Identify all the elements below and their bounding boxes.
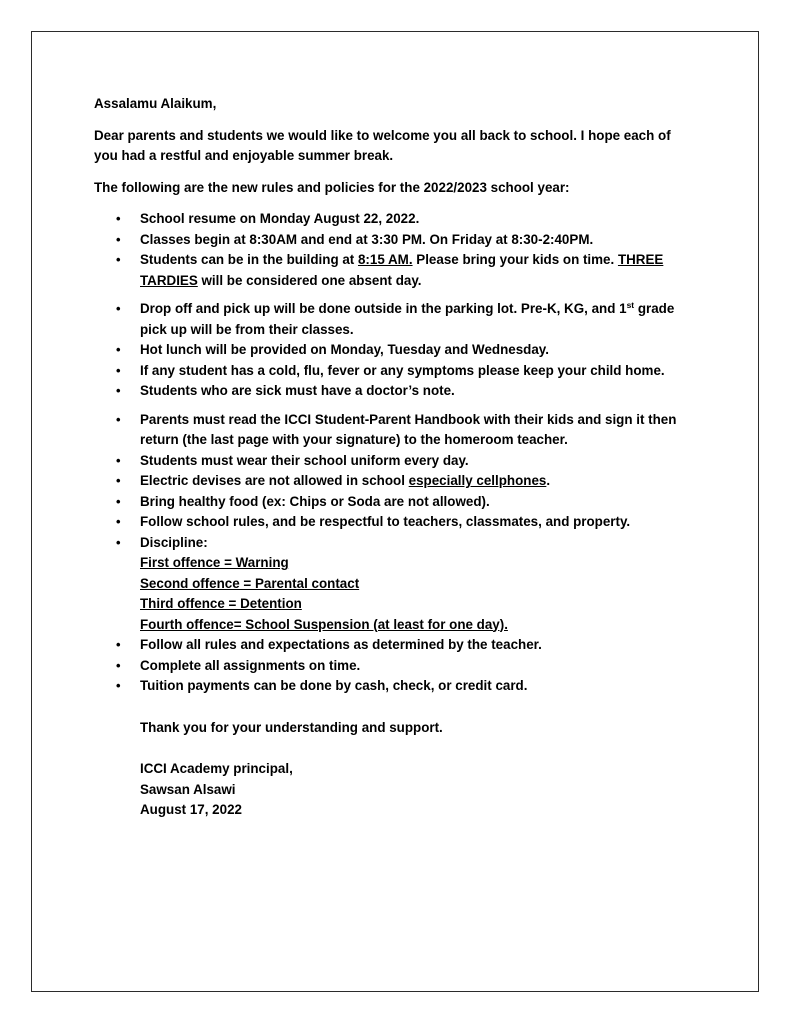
rule-text: Students can be in the building at	[140, 252, 358, 267]
thanks-line: Thank you for your understanding and support.	[140, 719, 443, 735]
discipline-first: First offence = Warning	[140, 555, 289, 570]
bullet-icon: •	[116, 473, 121, 488]
signature-name: Sawsan Alsawi	[140, 781, 236, 797]
rule-item	[94, 656, 694, 677]
rule-text: Electric devises are not allowed in school	[140, 473, 409, 488]
bullet-icon: •	[116, 411, 121, 427]
rule-text: Bring healthy food (ex: Chips or Soda are not allowed).	[140, 493, 490, 509]
bullet-icon: •	[116, 231, 121, 247]
tardies-emphasis: THREE TARDIES	[140, 252, 664, 288]
rule-text: Follow all rules and expectations as determined by the teacher.	[140, 637, 542, 652]
rule-text: Follow school rules, and be respectful to teachers, classmates, and property.	[140, 514, 631, 529]
bullet-icon: •	[116, 301, 121, 316]
cellphones-emphasis: especially cellphones	[408, 473, 547, 488]
rule-item	[94, 381, 694, 402]
rule-text: grade pick up will be from their classes.	[140, 301, 675, 337]
rule-item	[94, 635, 694, 656]
discipline-label: Discipline:	[140, 534, 208, 550]
bullet-icon: •	[116, 534, 121, 550]
bullet-icon: •	[116, 342, 121, 357]
discipline-second: Second offence = Parental contact	[140, 575, 360, 591]
rules-list	[94, 209, 694, 697]
rule-text: Students who are sick must have a doctor’s note.	[140, 383, 455, 398]
document-page	[31, 31, 759, 992]
bullet-icon: •	[116, 252, 121, 267]
greeting: Assalamu Alaikum,	[94, 96, 217, 111]
bullet-icon: •	[116, 514, 121, 529]
bullet-icon: •	[116, 383, 121, 398]
rule-item	[94, 299, 694, 340]
rule-text: Complete all assignments on time.	[140, 657, 361, 673]
rule-text: Students must wear their school uniform every day.	[140, 452, 469, 468]
rule-item	[94, 533, 694, 636]
rule-text: will be considered one absent day.	[197, 272, 422, 288]
bullet-icon: •	[116, 362, 121, 378]
bullet-icon: •	[116, 452, 121, 468]
rule-text: Hot lunch will be provided on Monday, Tuesday and Wednesday.	[140, 342, 549, 357]
rule-text: School resume on Monday August 22, 2022.	[140, 211, 420, 226]
rule-item	[94, 451, 694, 472]
rule-text: Parents must read the ICCI Student-Parent Handbook with their kids and sign it then return (the last page with your signature) to the homeroom teacher.	[140, 411, 677, 447]
arrival-time: 8:15 AM.	[357, 252, 413, 267]
rule-text: If any student has a cold, flu, fever or any symptoms please keep your child home.	[140, 362, 665, 378]
bullet-icon: •	[116, 493, 121, 509]
signature-title: ICCI Academy principal,	[140, 761, 293, 776]
closing-block	[94, 718, 694, 821]
superscript: st	[626, 300, 635, 310]
rules-intro: The following are the new rules and policies for the 2022/2023 school year:	[94, 179, 570, 195]
rule-item	[94, 676, 694, 697]
letter-body	[94, 94, 694, 821]
discipline-fourth: Fourth offence= School Suspension (at least for one day).	[140, 616, 508, 632]
intro-paragraph: Dear parents and students we would like to welcome you all back to school. I hope each of you had a restful and enjoyable summer break.	[94, 127, 671, 163]
rule-item	[94, 410, 694, 451]
rule-item	[94, 230, 694, 251]
rule-item	[94, 492, 694, 513]
rule-text: .	[546, 473, 551, 488]
rule-text: Classes begin at 8:30AM and end at 3:30 PM. On Friday at 8:30-2:40PM.	[140, 231, 594, 247]
rule-item	[94, 340, 694, 361]
rule-item	[94, 209, 694, 230]
rule-text: Tuition payments can be done by cash, check, or credit card.	[140, 678, 528, 693]
rule-text: Please bring your kids on time.	[412, 252, 618, 267]
discipline-list	[140, 553, 694, 635]
bullet-icon: •	[116, 657, 121, 673]
rule-item	[94, 250, 694, 291]
bullet-icon: •	[116, 637, 121, 652]
bullet-icon: •	[116, 211, 121, 226]
rule-item	[94, 512, 694, 533]
rule-item	[94, 361, 694, 382]
discipline-third: Third offence = Detention	[140, 596, 302, 611]
rule-text: Drop off and pick up will be done outside in the parking lot. Pre-K, KG, and 1	[140, 301, 627, 316]
bullet-icon: •	[116, 678, 121, 693]
signature-date: August 17, 2022	[140, 802, 242, 817]
rule-item	[94, 471, 694, 492]
